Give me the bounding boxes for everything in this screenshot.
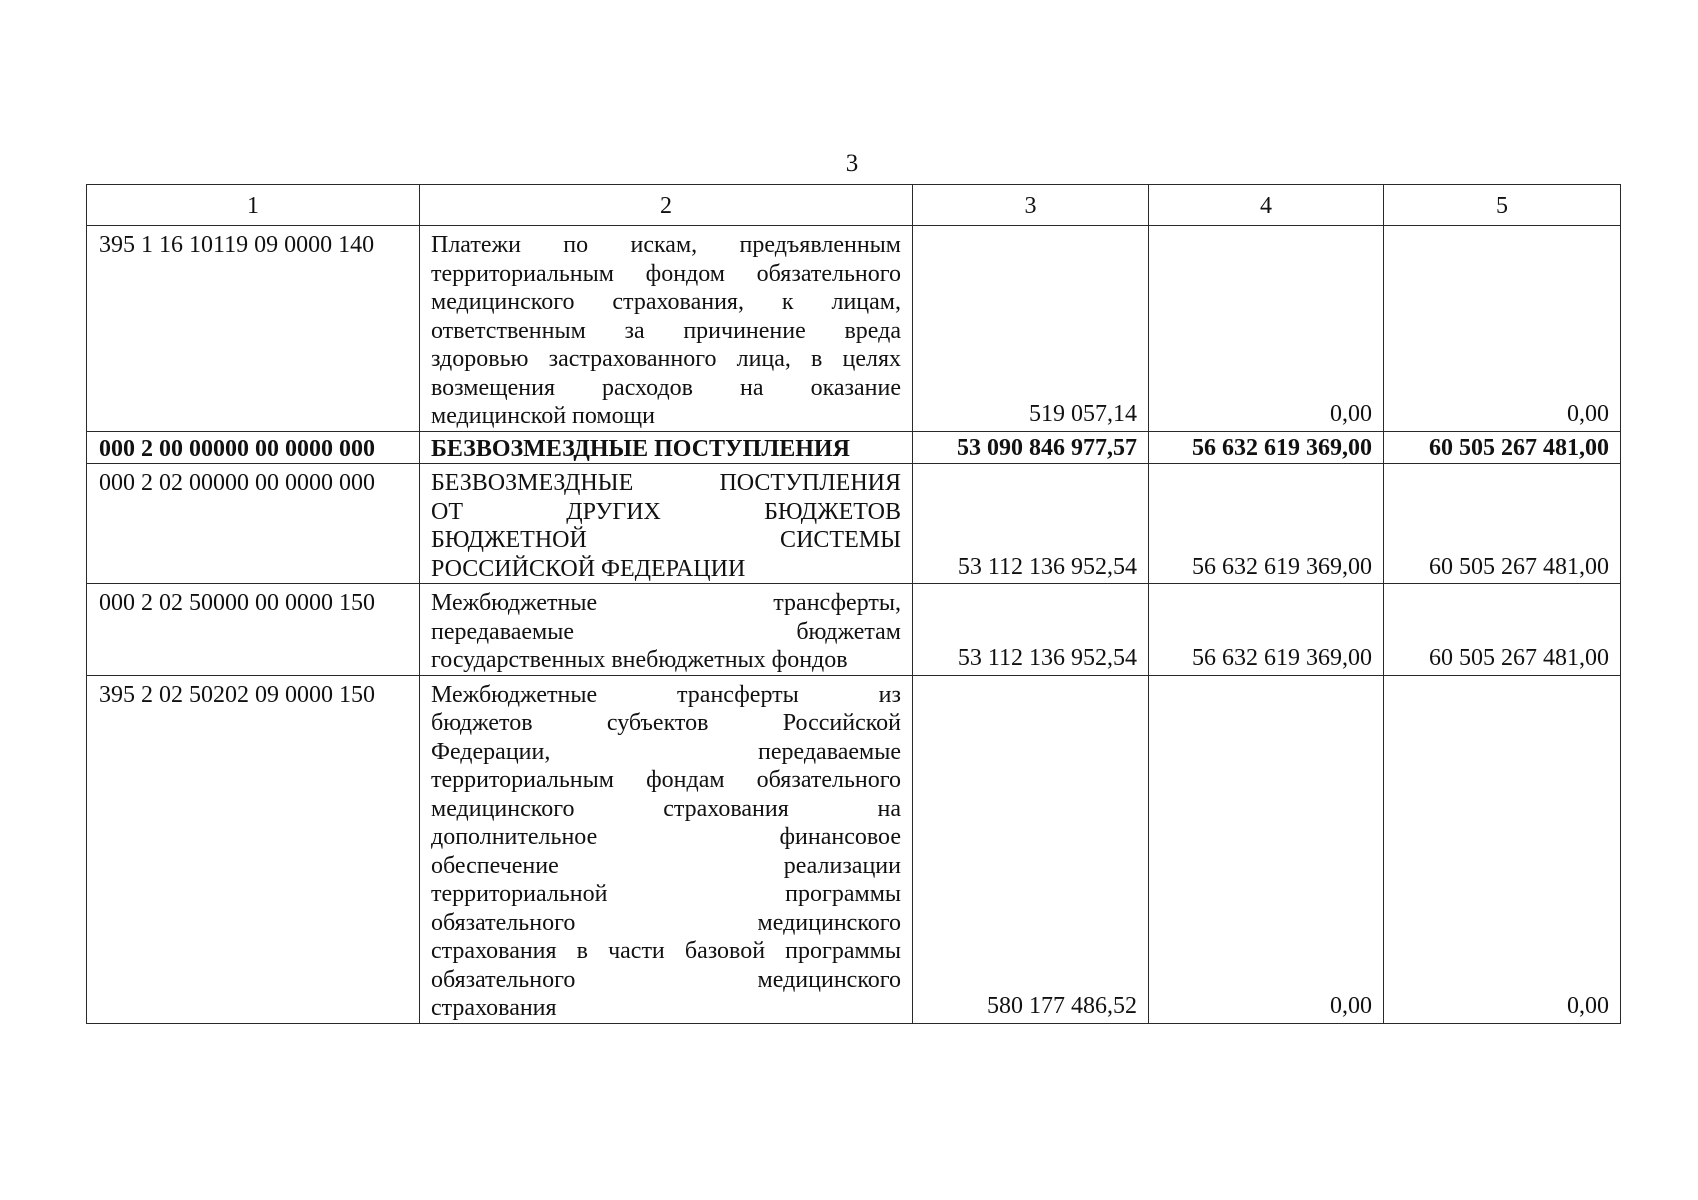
budget-code-cell: 395 1 16 10119 09 0000 140 bbox=[87, 226, 420, 432]
amount-col-3: 53 112 136 952,54 bbox=[913, 584, 1149, 676]
amount-col-4: 56 632 619 369,00 bbox=[1149, 431, 1384, 464]
income-name-line: государственных внебюджетных фондов bbox=[431, 647, 848, 673]
income-name-line: медицинской помощи bbox=[431, 403, 655, 429]
income-name-cell bbox=[420, 431, 913, 464]
income-name-cell bbox=[420, 464, 913, 584]
table-row bbox=[87, 584, 1621, 676]
amount-col-5: 0,00 bbox=[1384, 226, 1621, 432]
page-number-text: 3 bbox=[845, 150, 859, 177]
income-name-line: БЕЗВОЗМЕЗДНЫЕ ПОСТУПЛЕНИЯ bbox=[431, 435, 850, 462]
column-header: 2 bbox=[420, 185, 913, 226]
budget-code-cell: 000 2 02 50000 00 0000 150 bbox=[87, 584, 420, 676]
income-name-line: страхования в части базовой программы bbox=[431, 938, 901, 964]
table-header-row bbox=[87, 185, 1621, 226]
column-header: 4 bbox=[1149, 185, 1384, 226]
amount-col-5: 60 505 267 481,00 bbox=[1384, 584, 1621, 676]
column-header: 3 bbox=[913, 185, 1149, 226]
income-name-line: ОТ ДРУГИХ БЮДЖЕТОВ bbox=[431, 498, 901, 525]
income-name-line: территориальной программы bbox=[431, 881, 901, 907]
amount-col-3: 53 112 136 952,54 bbox=[913, 464, 1149, 584]
income-name-line: медицинского страхования, к лицам, bbox=[431, 289, 901, 315]
income-name-line: возмещения расходов на оказание bbox=[431, 374, 901, 401]
amount-col-3: 580 177 486,52 bbox=[913, 675, 1149, 1023]
income-name-line: медицинского страхования на bbox=[431, 795, 901, 822]
amount-col-3: 519 057,14 bbox=[913, 226, 1149, 432]
income-name-cell bbox=[420, 584, 913, 676]
column-header: 1 bbox=[87, 185, 420, 226]
income-name-line: дополнительное финансовое bbox=[431, 824, 901, 850]
table-row bbox=[87, 675, 1621, 1023]
table-row bbox=[87, 464, 1621, 584]
income-name-line: территориальным фондом обязательного bbox=[431, 260, 901, 287]
budget-code-cell: 395 2 02 50202 09 0000 150 bbox=[87, 675, 420, 1023]
table-row bbox=[87, 226, 1621, 432]
income-name-line: страхования bbox=[431, 995, 557, 1021]
amount-col-3: 53 090 846 977,57 bbox=[913, 431, 1149, 464]
budget-code-cell: 000 2 02 00000 00 0000 000 bbox=[87, 464, 420, 584]
income-name-line: передаваемые бюджетам bbox=[431, 618, 901, 645]
income-name-line: РОССИЙСКОЙ ФЕДЕРАЦИИ bbox=[431, 555, 746, 582]
column-header: 5 bbox=[1384, 185, 1621, 226]
amount-col-4: 0,00 bbox=[1149, 675, 1384, 1023]
amount-col-5: 60 505 267 481,00 bbox=[1384, 464, 1621, 584]
income-name-line: бюджетов субъектов Российской bbox=[431, 710, 901, 736]
amount-col-4: 56 632 619 369,00 bbox=[1149, 584, 1384, 676]
income-name-line: Межбюджетные трансферты из bbox=[431, 681, 901, 708]
income-name-line: территориальным фондам обязательного bbox=[431, 767, 901, 793]
income-name-line: ответственным за причинение вреда bbox=[431, 317, 901, 344]
table-row-total bbox=[87, 431, 1621, 464]
amount-col-4: 0,00 bbox=[1149, 226, 1384, 432]
income-name-line: БЮДЖЕТНОЙ СИСТЕМЫ bbox=[431, 527, 901, 553]
amount-col-5: 0,00 bbox=[1384, 675, 1621, 1023]
amount-col-4: 56 632 619 369,00 bbox=[1149, 464, 1384, 584]
income-name-cell bbox=[420, 675, 913, 1023]
income-name-line: БЕЗВОЗМЕЗДНЫЕ ПОСТУПЛЕНИЯ bbox=[431, 470, 901, 496]
budget-table bbox=[86, 184, 1621, 1024]
income-name-line: обеспечение реализации bbox=[431, 852, 901, 879]
income-name-line: Платежи по искам, предъявленным bbox=[431, 232, 901, 258]
amount-col-5: 60 505 267 481,00 bbox=[1384, 431, 1621, 464]
income-name-line: обязательного медицинского bbox=[431, 909, 901, 936]
budget-code-cell: 000 2 00 00000 00 0000 000 bbox=[87, 431, 420, 464]
income-name-line: обязательного медицинского bbox=[431, 966, 901, 993]
income-name-cell bbox=[420, 226, 913, 432]
page-number bbox=[0, 150, 1698, 178]
income-name-line: Межбюджетные трансферты, bbox=[431, 590, 901, 616]
income-name-line: здоровью застрахованного лица, в целях bbox=[431, 346, 901, 372]
income-name-line: Федерации, передаваемые bbox=[431, 738, 901, 765]
